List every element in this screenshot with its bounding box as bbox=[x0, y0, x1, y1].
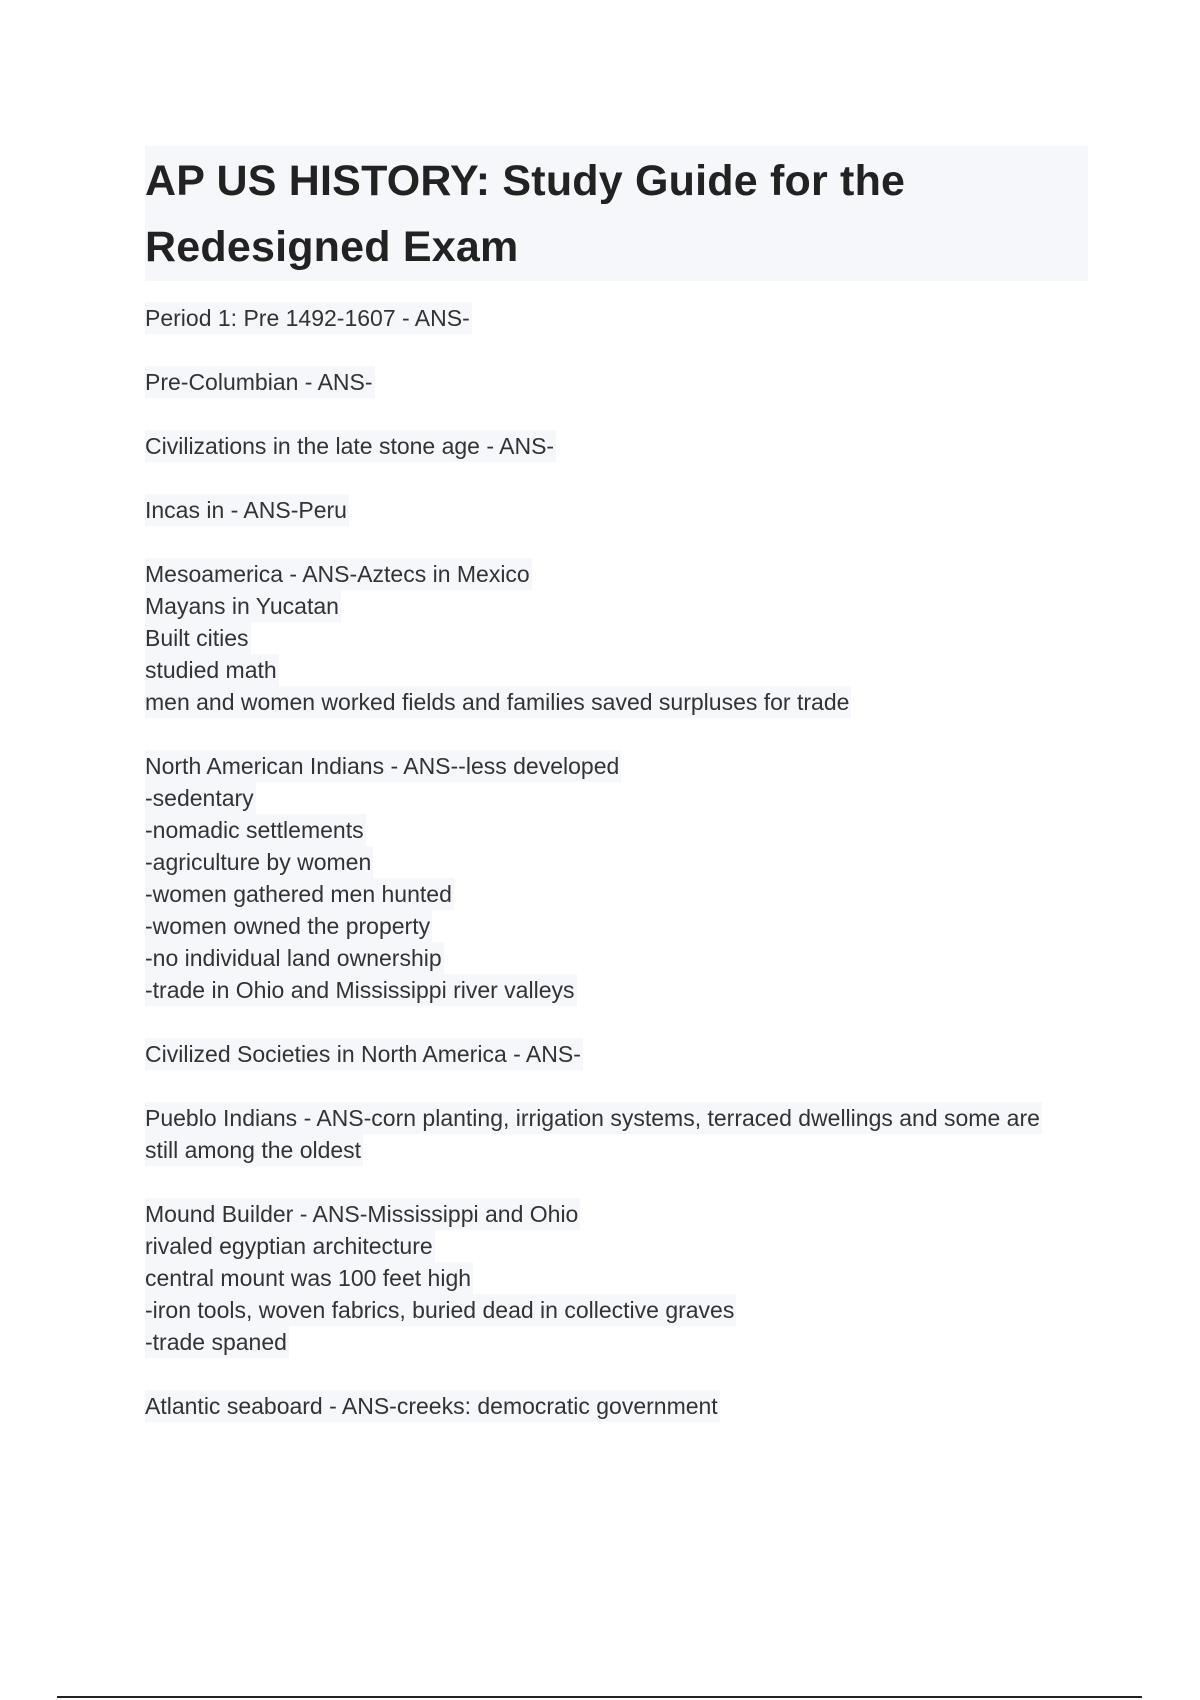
entry-line: Mesoamerica - ANS-Aztecs in Mexico bbox=[145, 558, 532, 590]
entry-line: North American Indians - ANS--less developed bbox=[145, 750, 621, 782]
study-entry bbox=[145, 430, 1088, 462]
entry-line: -women owned the property bbox=[145, 910, 432, 942]
document-page bbox=[145, 146, 1088, 1454]
entry-line: Pueblo Indians - ANS-corn planting, irrigation systems, terraced dwellings and some are bbox=[145, 1102, 1042, 1134]
entry-line: -iron tools, woven fabrics, buried dead in collective graves bbox=[145, 1294, 736, 1326]
study-entry bbox=[145, 494, 1088, 526]
entry-line: Mayans in Yucatan bbox=[145, 590, 341, 622]
study-entry bbox=[145, 302, 1088, 334]
study-entry bbox=[145, 1038, 1088, 1070]
study-entry bbox=[145, 1390, 1088, 1422]
entry-line: Pre-Columbian - ANS- bbox=[145, 366, 375, 398]
entry-line: central mount was 100 feet high bbox=[145, 1262, 473, 1294]
title-line: Redesigned Exam bbox=[145, 223, 519, 271]
study-entry bbox=[145, 366, 1088, 398]
entry-line: -sedentary bbox=[145, 782, 256, 814]
entry-line: Incas in - ANS-Peru bbox=[145, 494, 349, 526]
entry-line: Civilizations in the late stone age - ANS- bbox=[145, 430, 556, 462]
page-bottom-rule bbox=[57, 1696, 1142, 1698]
entry-line: Period 1: Pre 1492-1607 - ANS- bbox=[145, 302, 472, 334]
entry-line: Civilized Societies in North America - ANS- bbox=[145, 1038, 583, 1070]
title-line: AP US HISTORY: Study Guide for the bbox=[145, 157, 906, 205]
study-entry bbox=[145, 750, 1088, 1006]
entry-line: still among the oldest bbox=[145, 1134, 363, 1166]
entry-line: -nomadic settlements bbox=[145, 814, 366, 846]
study-entries bbox=[145, 302, 1088, 1422]
entry-line: Mound Builder - ANS-Mississippi and Ohio bbox=[145, 1198, 580, 1230]
entry-line: -trade in Ohio and Mississippi river valleys bbox=[145, 974, 577, 1006]
entry-line: Atlantic seaboard - ANS-creeks: democratic government bbox=[145, 1390, 720, 1422]
entry-line: -no individual land ownership bbox=[145, 942, 444, 974]
study-entry bbox=[145, 558, 1088, 718]
entry-line: studied math bbox=[145, 654, 279, 686]
entry-line: men and women worked fields and families saved surpluses for trade bbox=[145, 686, 851, 718]
study-entry bbox=[145, 1198, 1088, 1358]
entry-line: -women gathered men hunted bbox=[145, 878, 454, 910]
entry-line: Built cities bbox=[145, 622, 251, 654]
entry-line: -agriculture by women bbox=[145, 846, 373, 878]
study-entry bbox=[145, 1102, 1088, 1166]
entry-line: rivaled egyptian architecture bbox=[145, 1230, 435, 1262]
entry-line: -trade spaned bbox=[145, 1326, 289, 1358]
document-title bbox=[145, 146, 1088, 281]
